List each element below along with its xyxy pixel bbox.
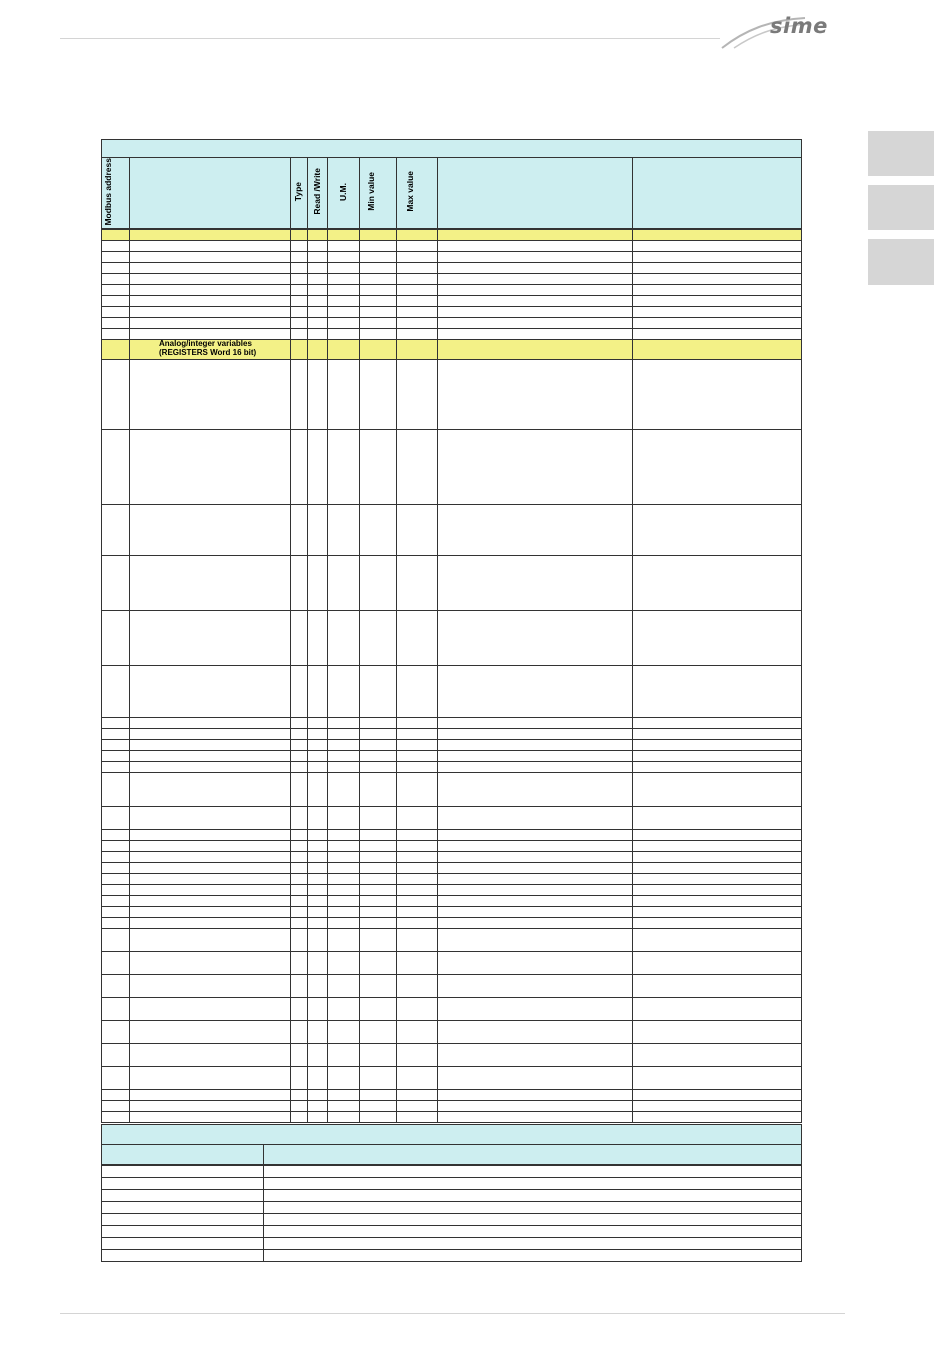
table-row [102,728,802,739]
table-row [102,1226,802,1238]
legend-table [101,1124,802,1262]
table-row [102,1178,802,1190]
col-type: Type [291,158,308,229]
col-read-write: Read /Write [308,158,328,229]
column-header-row [102,158,802,229]
table-row [102,1043,802,1066]
table-row [102,772,802,806]
table-row [102,1111,802,1122]
table-row [102,851,802,862]
legend-title-band [102,1125,802,1145]
table-row [102,1100,802,1111]
table-row [102,251,802,262]
brand-logo: sime [770,14,828,38]
col-notes-2 [633,158,802,229]
section-tab-1[interactable] [868,131,934,176]
table-row [102,359,802,429]
section-label-analog: Analog/integer variables (REGISTERS Word 16 bit) [130,339,291,359]
table-row [102,928,802,951]
header-rule [60,38,720,39]
table-row [102,806,802,829]
table-row [102,906,802,917]
table-row [102,873,802,884]
table-row [102,974,802,997]
table-row [102,262,802,273]
table-row [102,317,802,328]
table-row [102,739,802,750]
table-title-band [102,140,802,158]
table-row [102,951,802,974]
table-row [102,750,802,761]
table-row [102,240,802,251]
table-row [102,306,802,317]
table-row [102,273,802,284]
table-row [102,1214,802,1226]
col-min-value: Min value [360,158,397,229]
table-row [102,665,802,717]
table-row [102,1089,802,1100]
col-max-value: Max value [397,158,438,229]
table-row [102,429,802,504]
table-row [102,884,802,895]
table-row [102,840,802,851]
section-tab-2[interactable] [868,185,934,230]
table-row [102,997,802,1020]
table-row [102,1066,802,1089]
table-row [102,610,802,665]
table-row [102,504,802,555]
table-row [102,1020,802,1043]
table-row [102,295,802,306]
table-row [102,717,802,728]
col-notes [438,158,633,229]
table-row [102,1202,802,1214]
table-row [102,829,802,840]
table-row [102,895,802,906]
table-row [102,555,802,610]
legend-header-row [102,1145,802,1166]
table-row [102,1250,802,1262]
modbus-variables-table [101,139,802,1123]
col-description [130,158,291,229]
table-row [102,761,802,772]
table-row [102,917,802,928]
table-row [102,284,802,295]
col-modbus-address: Modbus address [102,158,130,229]
table-row [102,1190,802,1202]
table-row [102,1238,802,1250]
section-row-digital [102,229,802,241]
footer-rule [60,1313,845,1314]
section-row-analog [102,339,802,359]
col-um: U.M. [328,158,360,229]
table-row [102,1165,802,1178]
table-row [102,862,802,873]
section-tab-3[interactable] [868,239,934,285]
table-row [102,328,802,339]
